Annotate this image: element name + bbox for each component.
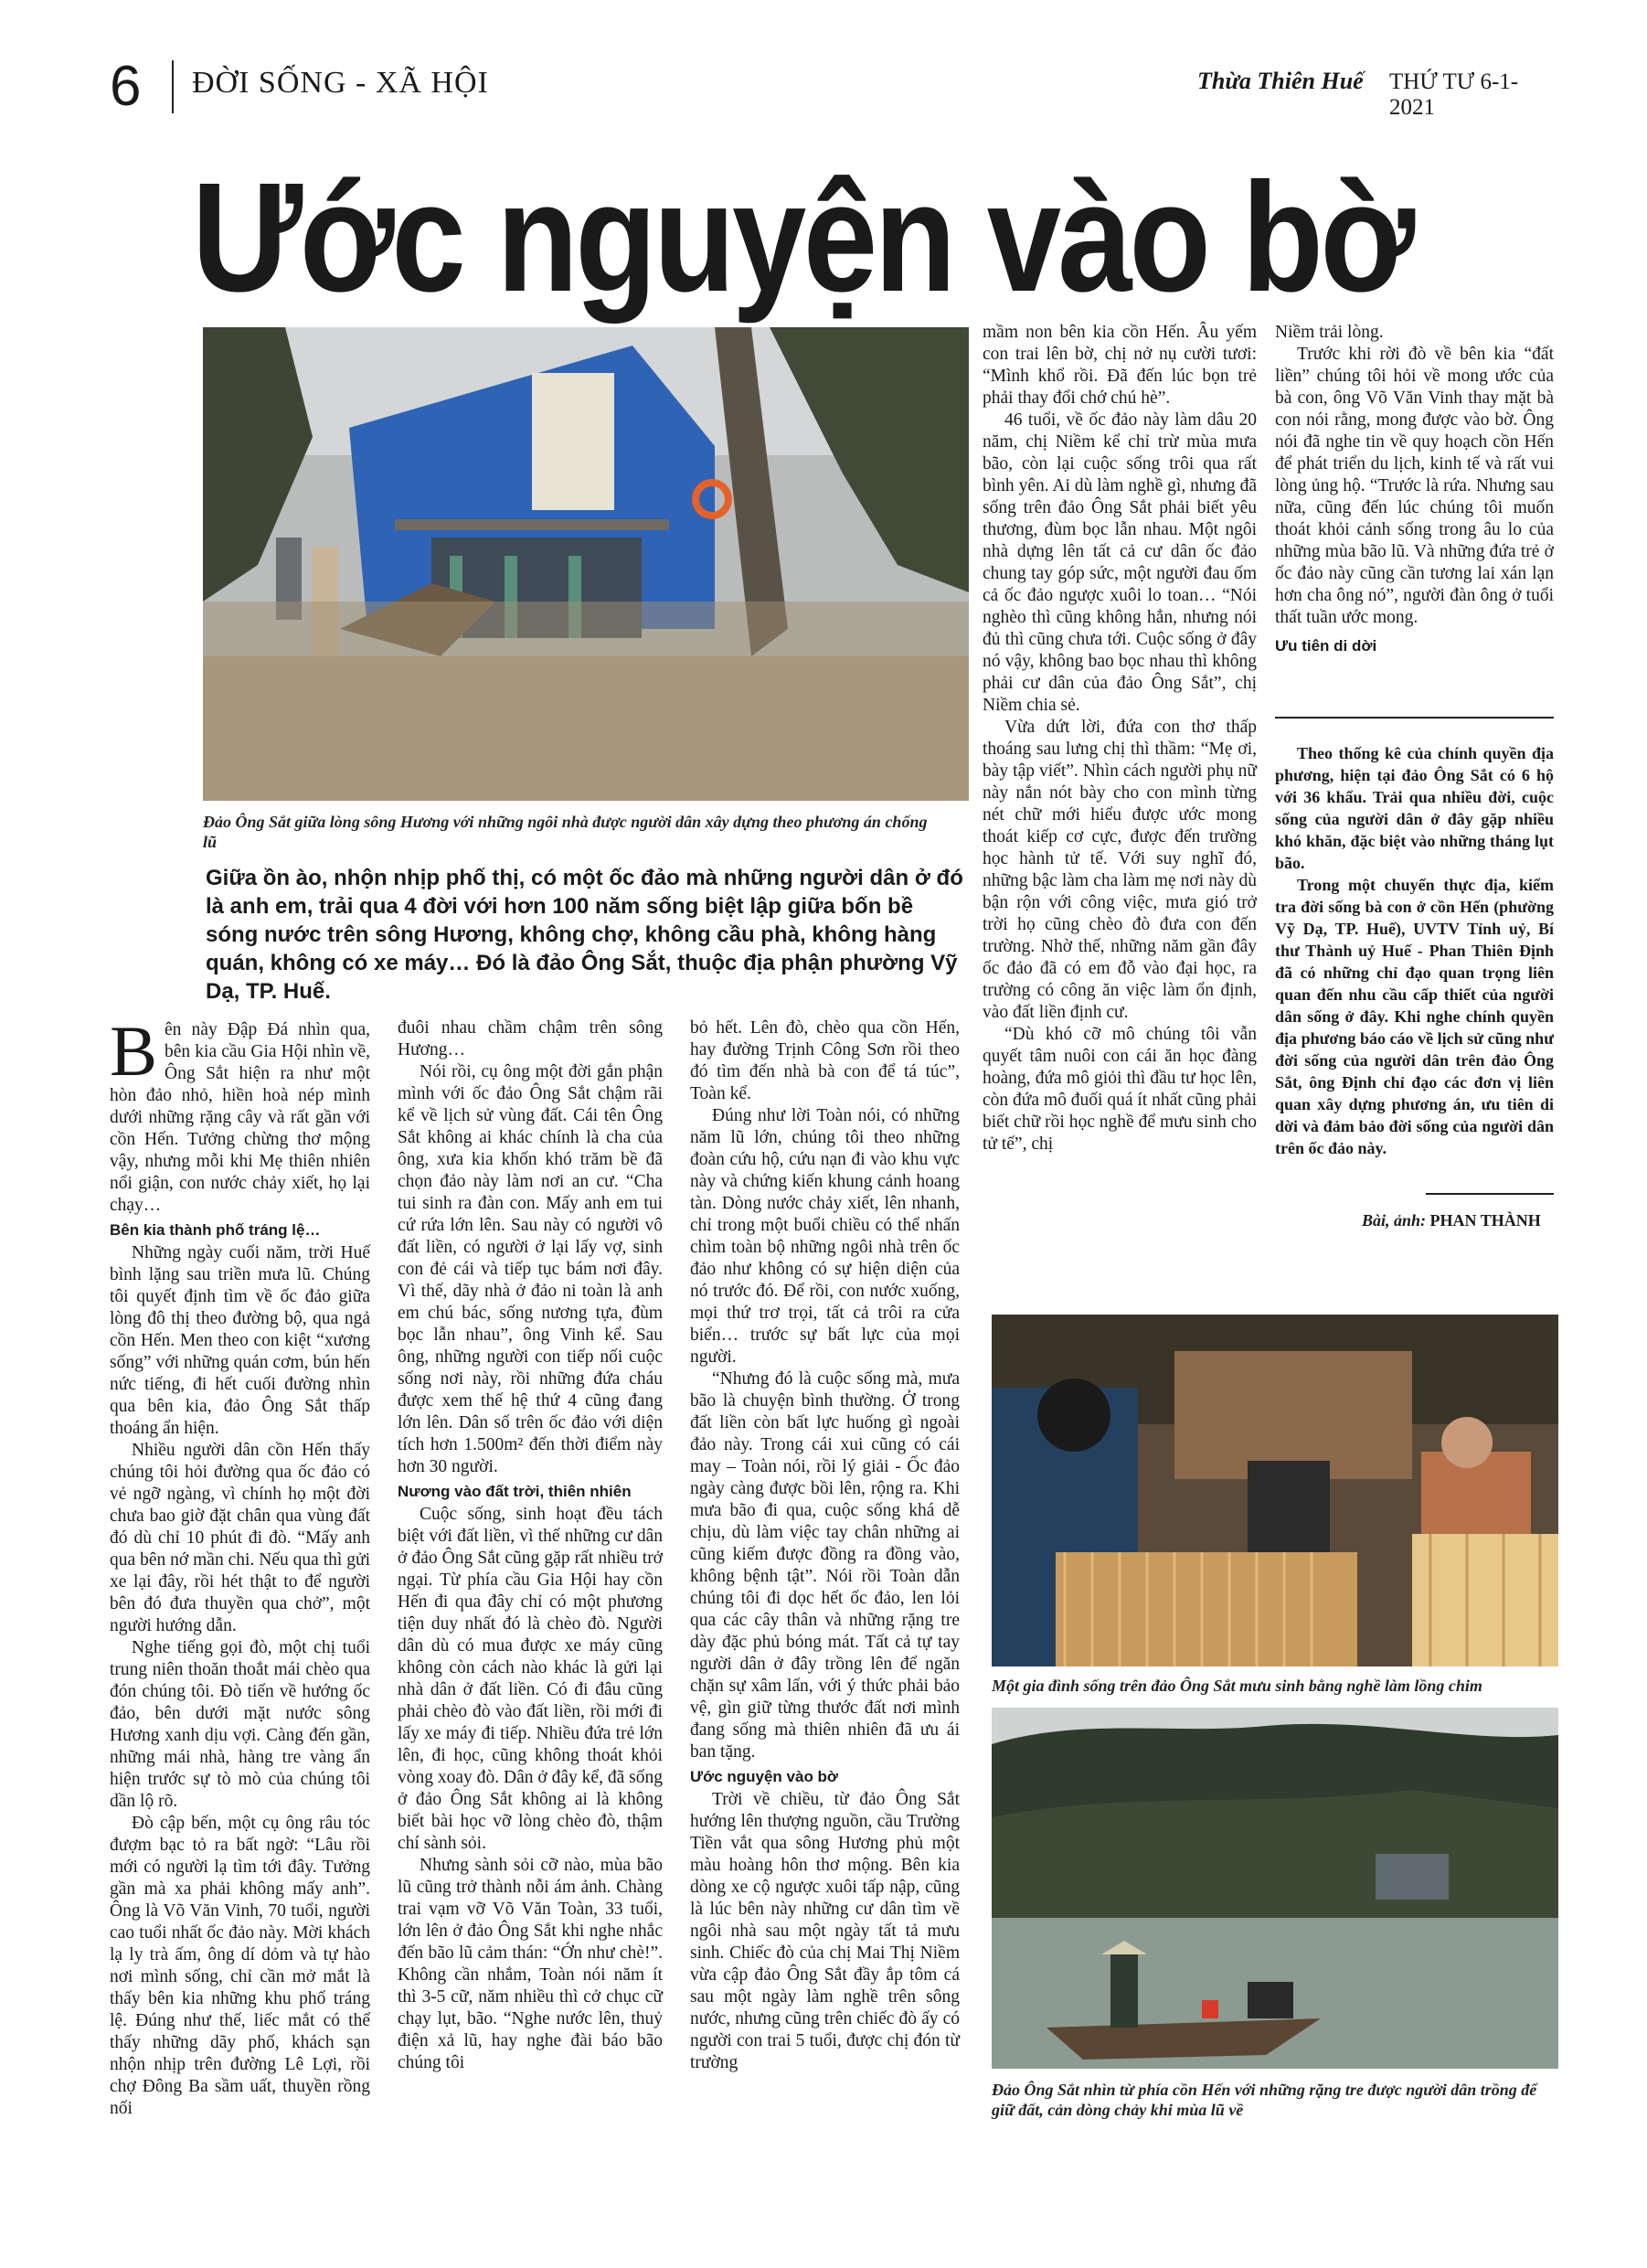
article-column-1	[110, 1011, 370, 2120]
byline-label: Bài, ảnh:	[1362, 1211, 1427, 1230]
opening-text: ên này Đập Đá nhìn qua, bên kia cầu Gia Hội nhìn về, Ông Sắt hiện ra như một hòn đảo nhỏ, hiền hoà nép mình dưới những rặng cây và rất gần với cồn Hến. Tưởng chừng thơ mộng vậy, nhưng mỗi khi Mẹ thiên nhiên nổi giận, con nước chảy xiết, họ lại chạy…	[110, 1020, 370, 1215]
headline: Ước nguyện vào bờ	[192, 151, 1412, 325]
sidebar-bottom-rule	[1426, 1193, 1554, 1195]
page-number: 6	[110, 55, 142, 118]
sidebar-box	[1275, 742, 1554, 1159]
drop-cap: B	[110, 1011, 158, 1091]
craft-photo	[992, 1315, 1558, 1666]
paragraph: 46 tuổi, về ốc đảo này làm dâu 20 năm, chị Niềm kể chỉ trừ mùa mưa bão, còn lại cuộc sống trôi qua rất bình yên. Ai dù làm nghề gì, nhưng đã sống trên đảo Ông Sắt phải biết yêu thương, đùm bọc lẫn nhau. Một ngôi nhà dựng lên tất cả cư dân ốc đảo chung tay góp sức, một người đau ốm cả ốc đảo ngược xuôi lo toan… “Nói nghèo thì cũng không hẳn, nhưng nói đủ thì cũng chưa tới. Cuộc sống ở đây nó vậy, không bao bọc nhau thì không phải cư dân của đảo Ông Sắt”, chị Niềm chia sẻ.	[983, 410, 1257, 715]
article-column-3	[690, 1017, 960, 2074]
paragraph: Đò cập bến, một cụ ông râu tóc đượm bạc tỏ ra bất ngờ: “Lâu rồi mới có người lạ tìm tới đây. Tưởng gần mà xa phải không mấy anh”. Ông là Võ Văn Vinh, 70 tuổi, người cao tuổi nhất ốc đảo này. Mời khách lạ ly trà ấm, ông dí dỏm và tự hào nơi mình sống, chỉ cần mở mắt là thấy bên kia những khu phố tráng lệ. Đúng như thế, liếc mắt có thể thấy những dãy phố, khách sạn nhộn nhịp trên đường Lê Lợi, rồi chợ Đông Ba sầm uất, thuyền rồng nối	[110, 1814, 370, 2118]
paragraph: “Dù khó cỡ mô chúng tôi vẫn quyết tâm nuôi con cái ăn học đàng hoàng, đứa mô giỏi thì đầu tư học lên, còn đứa mô đuối quá ít nhất cũng phải biết chữ rồi học nghề để mưu sinh cho tử tế”, chị	[983, 1025, 1257, 1154]
byline-author: PHAN THÀNH	[1429, 1211, 1541, 1230]
main-photo	[203, 327, 969, 801]
issue-date: THỨ TƯ 6-1-2021	[1389, 69, 1519, 120]
paragraph: Những ngày cuối năm, trời Huế bình lặng sau triền mưa lũ. Chúng tôi quyết định tìm về ốc đảo giữa lòng đô thị theo đường bộ, qua ngả cồn Hến. Men theo con kiệt “xương sống” với những quán cơm, bún hến nức tiếng, đi hết cuối đường nhìn qua bên kia, đảo Ông Sắt thấp thoáng ẩn hiện.	[110, 1243, 370, 1438]
newspaper-name: Thừa Thiên Huế	[1197, 68, 1364, 94]
paragraph: Nghe tiếng gọi đò, một chị tuổi trung niên thoăn thoắt mái chèo qua đón chúng tôi. Đò tiến về hướng ốc đảo, bên dưới mặt nước sông Hương xanh dịu vợi. Càng đến gần, những mái nhà, hàng tre vàng ẩn hiện trước sự tò mò của chúng tôi dần lộ rõ.	[110, 1638, 370, 1811]
sidebar-top-rule	[1275, 717, 1554, 719]
paragraph: Nhưng sành sỏi cỡ nào, mùa bão lũ cũng trở thành nỗi ám ảnh. Chàng trai vạm vỡ Võ Văn Toàn, 33 tuổi, lớn lên ở đảo Ông Sắt khi nghe nhắc đến bão lũ cảm thán: “Ớn như chè!”. Không cần nhắm, Toàn nói năm ít thì 3-5 cữ, năm nhiều thì cở chục cữ chạy lụt, bão. “Nghe nước lên, thuỷ điện xả lũ, hay nghe đài báo bão chúng tôi	[398, 1856, 663, 2072]
lead-paragraph: Giữa ồn ào, nhộn nhịp phố thị, có một ốc đảo mà những người dân ở đó là anh em, trải qua 4 đời với hơn 100 năm sống biệt lập giữa bốn bề sóng nước trên sông Hương, không chợ, không cầu phà, không hàng quán, không có xe máy… Đó là đảo Ông Sắt, thuộc địa phận phường Vỹ Dạ, TP. Huế.	[206, 866, 963, 1004]
paragraph: Niềm trải lòng.	[1275, 323, 1384, 342]
paragraph: Cuộc sống, sinh hoạt đều tách biệt với đất liền, vì thế những cư dân ở đảo Ông Sắt cũng gặp rất nhiều trở ngại. Từ phía cầu Gia Hội hay cồn Hến đi qua đây chỉ có một phương tiện duy nhất đó là chèo đò. Người dân dù có mua được xe máy cũng không còn cách nào khác là gửi lại nhà dân ở đất liền. Có đi đâu cũng phải chèo đò vào đất liền, rồi mới đi lấy xe máy đi tiếp. Nhiều đứa trẻ lớn lên, đi học, cũng không thoát khỏi vòng xoay đò. Dân ở đây kể, đã sống ở đảo Ông Sắt không ai là không biết bài học vỡ lòng chèo đò, thậm chí sành sỏi.	[398, 1505, 663, 1853]
paragraph: Đúng như lời Toàn nói, có những năm lũ lớn, chúng tôi theo những đoàn cứu hộ, cứu nạn đi vào khu vực này và chứng kiến khung cảnh hoang tàn. Dòng nước chảy xiết, lên nhanh, chỉ trong một buổi chiều có thể nhấn chìm toàn bộ những ngôi nhà trên ốc đảo như không có sự hiện diện của nó trước đó. Để rồi, con nước xuống, mọi thứ trơ trọi, tất cả trôi ra cửa biển… trước sự bất lực của mọi người.	[690, 1106, 960, 1367]
header-divider	[172, 60, 174, 113]
paragraph: bỏ hết. Lên đò, chèo qua cồn Hến, hay đường Trịnh Công Sơn rồi theo đó tìm đến nhà bà con để tá túc”, Toàn kể.	[690, 1018, 960, 1103]
paragraph: Vừa dứt lời, đứa con thơ thấp thoáng sau lưng chị thì thầm: “Mẹ ơi, bày tập viết”. Nhìn cách người phụ nữ này nắn nót bày cho con mình từng nét chữ mới hiểu được ước mong thoát kiếp cơ cực, được đến trường học hành tử tế. Với suy nghĩ đó, những bậc làm cha làm mẹ nơi này dù bận rộn với công việc, mưa gió trở trời họ cũng chèo đò đưa con đến trường. Nhờ thế, những năm gần đây ốc đảo đã có em đỗ vào đại học, ra trường có công ăn việc làm ổn định, vào đất liền định cư.	[983, 718, 1257, 1022]
article-column-2	[398, 1017, 663, 2074]
article-column-4	[983, 322, 1257, 1155]
craft-photo-caption: Một gia đình sống trên đảo Ông Sắt mưu sinh bằng nghề làm lồng chim	[992, 1677, 1482, 1695]
paragraph: Trước khi rời đò về bên kia “đất liền” chúng tôi hỏi về mong ước của bà con, ông Võ Văn Vinh thay mặt bà con nói rằng, mong được vào bờ. Ông nói đã nghe tin về quy hoạch cồn Hến để phát triển du lịch, kinh tế và rất vui lòng ủng hộ. “Trước là rứa. Nhưng sau nữa, cũng đến lúc chúng tôi muốn thoát khỏi cảnh sống trong âu lo của những mùa bão lũ. Và những đứa trẻ ở ốc đảo này cũng cần tương lai xán lạn hơn cha ông nó”, người đàn ông ở tuổi thất tuần ước mong.	[1275, 345, 1554, 627]
paragraph: Nhiều người dân cồn Hến thấy chúng tôi hỏi đường qua ốc đảo có vẻ ngỡ ngàng, vì chính họ một đời chưa bao giờ đặt chân qua vùng đất đó dù chỉ 10 phút đi đò. “Mấy anh qua bên nớ mần chi. Nếu qua thì gửi xe lại đây, rồi hét thật to để người bên đó đưa thuyền qua chở”, một người hướng dẫn.	[110, 1441, 370, 1635]
paragraph: Trong một chuyến thực địa, kiểm tra đời sống bà con ở cồn Hến (phường Vỹ Dạ, TP. Huế), UVTV Tỉnh uỷ, Bí thư Thành uỷ Huế - Phan Thiên Định đã có những chỉ đạo quan trọng liên quan đến nhu cầu cấp thiết của người dân sống ở đây. Khi nghe chính quyền địa phương báo cáo về lịch sử cũng như đời sống của người dân trên đảo Ông Sắt, ông Định chỉ đạo các đơn vị liên quan xây dựng phương án, ưu tiên di dời và đảm bảo đời sống của người dân trên ốc đảo này.	[1275, 876, 1554, 1157]
paragraph: “Nhưng đó là cuộc sống mà, mưa bão là chuyện bình thường. Ở trong đất liền còn bất lực huống gì ngoài đảo này. Trong cái xui cũng có cái may – Toàn nói, rồi lý giải - Ốc đảo ngày càng được bồi lên, rộng ra. Khi mưa bão đi qua, cuộc sống khá dễ chịu, dù làm việc tay chân những ai cũng kiếm được đồng ra đồng vào, không bệnh tật”. Nói rồi Toàn dẫn chúng tôi đi dọc hết ốc đảo, len lỏi qua các cây thân và những rặng tre dày đặc phủ bóng mát. Tất cả tự tay người dân ở đây trồng lên để ngăn chặn sự xâm lấn, với ý thức phải bảo vệ, gìn giữ từng thước đất nơi mình đang sống mà thiên nhiên đã ưu ái ban tặng.	[690, 1369, 960, 1762]
paragraph: đuôi nhau chầm chậm trên sông Hương…	[398, 1018, 663, 1059]
boat-photo	[992, 1708, 1558, 2069]
subheading: Nương vào đất trời, thiên nhiên	[398, 1483, 632, 1500]
page-header	[110, 55, 1554, 119]
section-title: ĐỜI SỐNG - XÃ HỘI	[192, 66, 489, 100]
paragraph: Theo thống kê của chính quyền địa phương, hiện tại đảo Ông Sắt có 6 hộ với 36 khẩu. Trải qua nhiều đời, cuộc sống của người dân ở đây gặp nhiều khó khăn, đặc biệt vào những tháng lụt bão.	[1275, 744, 1554, 872]
subheading: Ước nguyện vào bờ	[690, 1768, 839, 1785]
paragraph: Trời về chiều, từ đảo Ông Sắt hướng lên thượng nguồn, cầu Trường Tiền vắt qua sông Hương phủ một màu hoàng hôn thơ mộng. Bên kia dòng xe cộ ngược xuôi tấp nập, cũng là lúc bên này những cư dân tìm về ngôi nhà sau một ngày tất tả mưu sinh. Chiếc đò của chị Mai Thị Niềm vừa cập đảo Ông Sắt đầy ắp tôm cá sau một ngày làm nghề trên sông nước, nhưng cũng trên chiếc đò ấy có người con trai 5 tuổi, được chị đón từ trường	[690, 1790, 960, 2072]
subheading: Bên kia thành phố tráng lệ…	[110, 1221, 321, 1239]
paragraph: Nói rồi, cụ ông một đời gắn phận mình với ốc đảo Ông Sắt chậm rãi kể về lịch sử vùng đất. Cái tên Ông Sắt không ai khác chính là cha của ông, xưa kia khốn khó trăm bề đã chọn đảo này làm nơi an cư. “Cha tui sinh ra đàn con. Mấy anh em tui cứ rứa lớn lên. Sau này có người vô đất liền, có người ở lại lấy vợ, sinh con đẻ cái và tiếp tục bám nơi đây. Vì thế, dãy nhà ở đảo ni toàn là anh em chú bác, sống nương tựa, đùm bọc lẫn nhau”, ông Vinh kể. Sau ông, những người con tiếp nối cuộc sống nơi này, rồi những đứa cháu được xem thế hệ thứ 4 cũng đang lớn lên. Dân số trên ốc đảo với diện tích hơn 1.500m² đến thời điểm này hơn 30 người.	[398, 1062, 663, 1476]
opening-paragraph	[110, 1011, 370, 1217]
paragraph: mầm non bên kia cồn Hến. Âu yếm con trai lên bờ, chị nở nụ cười tươi: “Mình khổ rồi. Đã đến lúc bọn trẻ phải thay đổi chớ chú hè”.	[983, 323, 1257, 408]
subheading: Ưu tiên di dời	[1275, 637, 1377, 655]
boat-photo-caption: Đảo Ông Sắt nhìn từ phía cồn Hến với những rặng tre được người dân trồng để giữ đất, cản dòng chảy khi mùa lũ về	[992, 2081, 1537, 2119]
main-photo-caption: Đảo Ông Sắt giữa lòng sông Hương với những ngôi nhà được người dân xây dựng theo phương án chống lũ	[203, 813, 928, 851]
article-column-5	[1275, 322, 1554, 658]
byline	[1362, 1211, 1541, 1230]
